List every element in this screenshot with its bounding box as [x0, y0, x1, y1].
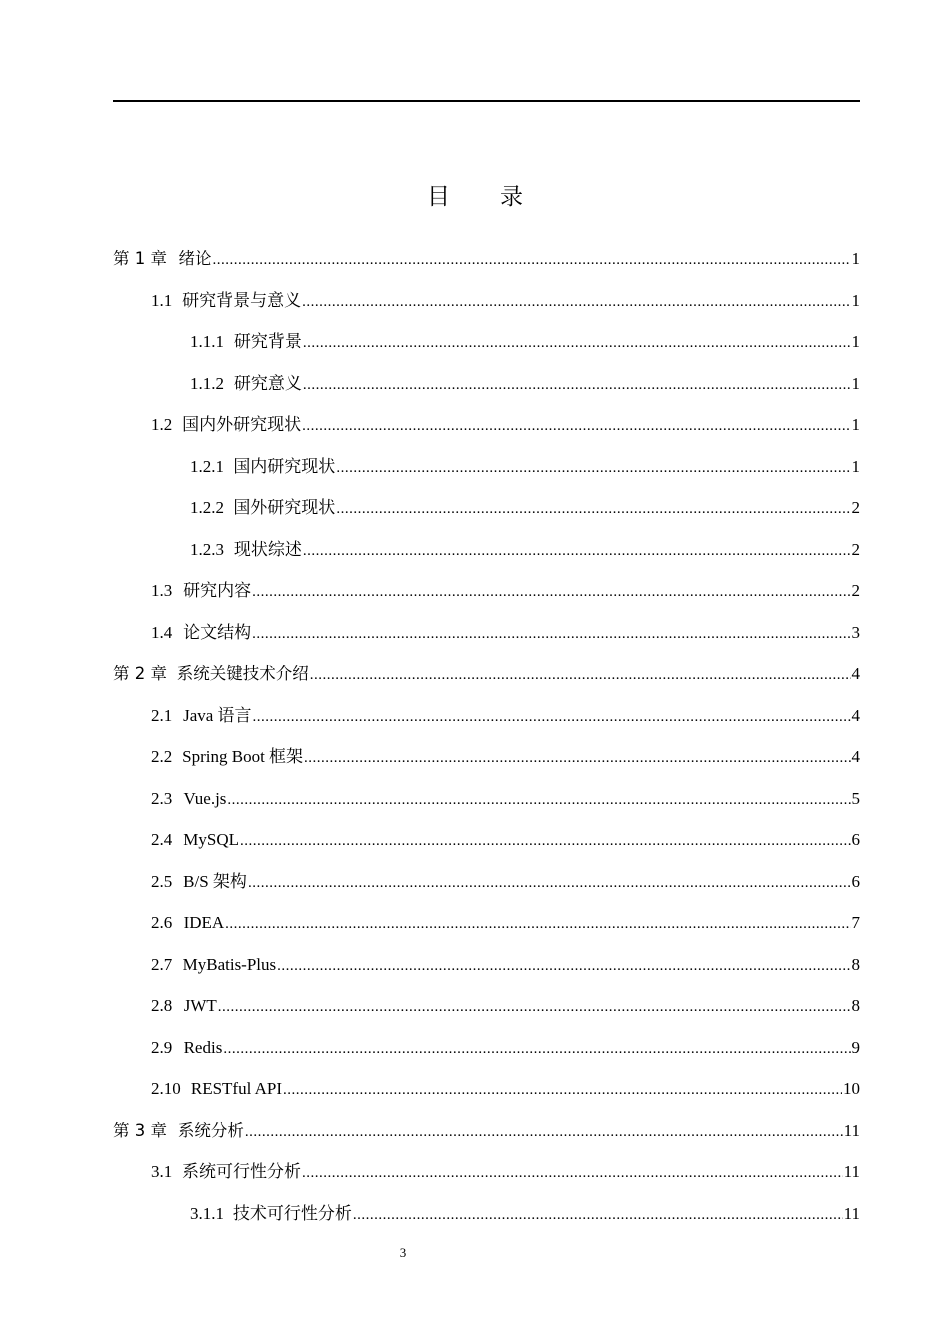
toc-entry-number: 第 1 章 [113, 249, 167, 268]
toc-leader-dots [248, 868, 851, 898]
toc-leader-dots [252, 577, 850, 607]
toc-leader-dots [253, 702, 851, 732]
toc-entry-page: 10 [843, 1079, 860, 1098]
toc-entry-number: 1.2 [151, 415, 173, 434]
toc-leader-dots [336, 494, 850, 524]
toc-entry[interactable] [113, 991, 860, 1033]
toc-leader-dots [213, 245, 851, 275]
header-rule [113, 100, 860, 102]
toc-entry-page: 8 [851, 996, 860, 1015]
toc-entry[interactable] [113, 410, 860, 452]
toc-entry-title: 国外研究现状 [233, 498, 336, 517]
toc-entry-page: 2 [851, 581, 860, 600]
toc-entry-page: 11 [843, 1203, 860, 1223]
toc-entry[interactable] [113, 825, 860, 867]
toc-entry[interactable] [113, 659, 860, 701]
toc-entry-number: 1.1.2 [190, 373, 224, 393]
toc-leader-dots [227, 785, 850, 815]
toc-leader-dots [283, 1075, 842, 1105]
toc-leader-dots [310, 660, 851, 690]
toc-leader-dots [245, 1117, 843, 1147]
toc-leader-dots [240, 826, 850, 856]
toc-entry-page: 9 [851, 1037, 860, 1057]
toc-entry-page: 8 [851, 954, 860, 974]
toc-title-part1: 目 [427, 184, 450, 209]
toc-entry-title: IDEA [183, 913, 225, 932]
toc-entry[interactable] [113, 576, 860, 618]
toc-entry[interactable] [113, 618, 860, 660]
toc-entry-page: 1 [851, 373, 860, 393]
toc-entry-title: 国内研究现状 [233, 456, 336, 476]
toc-entry-number: 2.6 [151, 913, 173, 932]
toc-entry[interactable] [113, 950, 860, 992]
toc-entry-title: JWT [183, 996, 217, 1015]
toc-leader-dots [302, 1158, 843, 1188]
table-of-contents [113, 244, 860, 1240]
toc-entry-page: 1 [851, 415, 860, 434]
toc-entry-number: 第 2 章 [113, 664, 167, 683]
toc-entry-number: 2.8 [151, 996, 173, 1015]
toc-entry-page: 4 [851, 664, 860, 683]
toc-title-part2: 录 [500, 184, 523, 209]
toc-entry[interactable] [113, 1074, 860, 1116]
toc-entry-page: 1 [851, 456, 860, 476]
toc-entry[interactable] [113, 1157, 860, 1199]
toc-entry-title: 绪论 [178, 249, 212, 268]
toc-leader-dots [303, 370, 851, 400]
toc-entry-title: 研究内容 [183, 581, 252, 600]
toc-entry-title: 系统可行性分析 [182, 1162, 302, 1181]
toc-entry-number: 2.9 [151, 1037, 173, 1057]
toc-entry-page: 3 [851, 622, 860, 642]
toc-entry-title: RESTful API [190, 1079, 283, 1098]
toc-entry-page: 6 [851, 871, 860, 891]
toc-entry-number: 2.4 [151, 830, 173, 849]
toc-leader-dots [218, 992, 851, 1022]
toc-entry[interactable] [113, 286, 860, 328]
toc-entry[interactable] [113, 1116, 860, 1158]
toc-entry-title: MyBatis-Plus [182, 954, 277, 974]
toc-leader-dots [303, 536, 851, 566]
toc-entry-page: 11 [843, 1162, 860, 1181]
toc-entry-title: Vue.js [183, 788, 227, 808]
toc-entry-title: Redis [183, 1037, 223, 1057]
toc-entry-title: Spring Boot 框架 [182, 747, 304, 766]
toc-leader-dots [302, 287, 850, 317]
toc-entry-number: 1.2.2 [190, 498, 224, 517]
toc-leader-dots [336, 453, 850, 483]
toc-entry-number: 1.2.1 [190, 456, 224, 476]
toc-entry-title: 论文结构 [183, 622, 252, 642]
toc-entry[interactable] [113, 244, 860, 286]
toc-entry[interactable] [113, 1033, 860, 1075]
toc-entry-number: 1.1.1 [190, 332, 224, 351]
toc-entry-number: 2.3 [151, 788, 173, 808]
toc-entry-number: 2.7 [151, 954, 173, 974]
toc-entry-number: 1.2.3 [190, 539, 224, 559]
toc-title [0, 178, 950, 211]
toc-entry-number: 2.2 [151, 747, 173, 766]
toc-entry-number: 1.4 [151, 622, 173, 642]
toc-entry-page: 2 [851, 498, 860, 517]
toc-entry-page: 4 [851, 747, 860, 766]
toc-entry-page: 1 [851, 290, 860, 310]
toc-entry-title: MySQL [183, 830, 240, 849]
toc-entry[interactable] [113, 784, 860, 826]
toc-leader-dots [304, 743, 850, 773]
toc-entry[interactable] [113, 452, 860, 494]
toc-leader-dots [223, 1034, 850, 1064]
toc-leader-dots [277, 951, 850, 981]
toc-entry-number: 2.10 [151, 1079, 181, 1098]
toc-entry-page: 1 [851, 249, 860, 268]
toc-entry-page: 6 [851, 830, 860, 849]
toc-entry-number: 2.1 [151, 705, 173, 725]
toc-entry[interactable] [113, 701, 860, 743]
toc-leader-dots [252, 619, 850, 649]
toc-entry-number: 3.1.1 [190, 1203, 224, 1223]
toc-entry-title: 系统分析 [177, 1120, 244, 1140]
toc-entry-page: 1 [851, 332, 860, 351]
toc-leader-dots [225, 909, 850, 939]
toc-entry-page: 2 [851, 539, 860, 559]
toc-entry-number: 1.3 [151, 581, 173, 600]
toc-entry-page: 7 [851, 913, 860, 932]
toc-entry-page: 5 [851, 788, 860, 808]
toc-entry-number: 3.1 [151, 1162, 173, 1181]
toc-entry-number: 2.5 [151, 871, 173, 891]
page-number: 3 [399, 1245, 407, 1260]
toc-entry-number: 第 3 章 [113, 1120, 167, 1140]
toc-entry[interactable] [113, 1199, 860, 1241]
toc-entry-page: 11 [843, 1120, 860, 1140]
toc-entry-title: Java 语言 [183, 705, 252, 725]
toc-entry[interactable] [113, 908, 860, 950]
toc-entry-title: 国内外研究现状 [182, 415, 302, 434]
toc-entry-title: 研究背景与意义 [182, 290, 302, 310]
toc-entry[interactable] [113, 369, 860, 411]
toc-leader-dots [302, 411, 850, 441]
toc-leader-dots [353, 1200, 843, 1230]
toc-entry[interactable] [113, 867, 860, 909]
toc-entry[interactable] [113, 742, 860, 784]
toc-entry-title: 研究意义 [233, 373, 302, 393]
toc-entry-title: 研究背景 [233, 332, 302, 351]
toc-leader-dots [303, 328, 851, 358]
toc-entry[interactable] [113, 327, 860, 369]
toc-entry-title: 技术可行性分析 [232, 1203, 352, 1223]
toc-entry-title: 现状综述 [233, 539, 302, 559]
toc-entry-page: 4 [851, 705, 860, 725]
toc-entry-title: 系统关键技术介绍 [176, 664, 309, 683]
toc-entry[interactable] [113, 493, 860, 535]
toc-entry[interactable] [113, 535, 860, 577]
toc-entry-title: B/S 架构 [183, 871, 247, 891]
toc-entry-number: 1.1 [151, 290, 173, 310]
